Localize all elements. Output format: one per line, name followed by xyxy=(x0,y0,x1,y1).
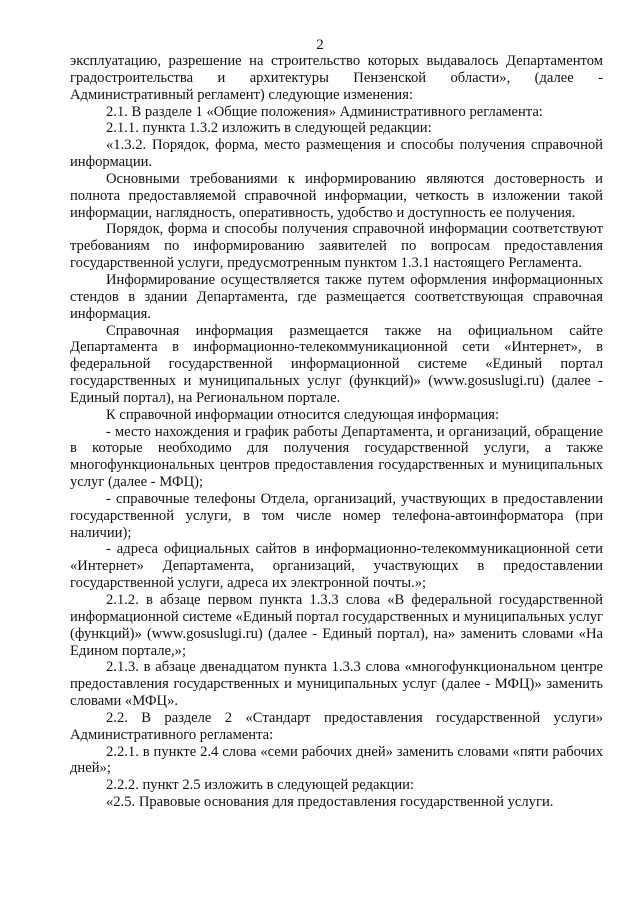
paragraph: «2.5. Правовые основания для предоставления государственной услуги. xyxy=(106,794,554,811)
page-number: 2 xyxy=(316,37,324,53)
paragraph: 2.1.3. в абзаце двенадцатом пункта 1.3.3 слова «многофункциональном центре предоставления государственных и муниципальных услуг (далее - МФЦ)» заменить словами «МФЦ». xyxy=(70,659,603,710)
paragraph: 2.1.2. в абзаце первом пункта 1.3.3 слова «В федеральной государственной информационной системе «Единый портал государственных и муниципальных услуг (функций)» (www.gosuslugi.ru) (далее - Единый портал), на» заменить словами «На Едином портале,»; xyxy=(70,592,603,659)
paragraph: - место нахождения и график работы Департамента, и организаций, обращение в которые необходимо для получения государственной услуги, а также многофункциональных центров предоставления государственных и муниципальных услуг (далее - МФЦ); xyxy=(70,423,603,491)
paragraph: эксплуатацию, разрешение на строительство которых выдавалось Департаментом градостроительства и архитектуры Пензенской области», (далее - Административный регламент) следующие изменения: xyxy=(70,53,603,103)
paragraph: Информирование осуществляется также путем оформления информационных стендов в здании Департамента, где размещается соответствующая справочная информация. xyxy=(70,271,603,322)
paragraph: 2.2.1. в пункте 2.4 слова «семи рабочих дней» заменить словами «пяти рабочих дней»; xyxy=(70,743,603,777)
paragraph: 2.2. В разделе 2 «Стандарт предоставления государственной услуги» Административного регламента: xyxy=(70,709,603,743)
paragraph: - адреса официальных сайтов в информационно-телекоммуникационной сети «Интернет» Департамента, организаций, участвующих в предоставлении государственной услуги, адреса их электронной почты.»; xyxy=(70,541,603,592)
paragraph: Справочная информация размещается также на официальном сайте Департамента в информационно-телекоммуникационной сети «Интернет», в федеральной государственной информационной системе «Единый портал государственных и муниципальных услуг (функций)» (www.gosuslugi.ru) (далее - Единый портал), на Региональном портале. xyxy=(70,322,603,406)
paragraph: 2.1. В разделе 1 «Общие положения» Административного регламента: xyxy=(106,103,543,120)
paragraph: Основными требованиями к информированию являются достоверность и полнота предоставляемой справочной информации, четкость в изложении такой информации, наглядность, оперативность, удобство и доступность ее получения. xyxy=(70,170,603,221)
paragraph: 2.1.1. пункта 1.3.2 изложить в следующей редакции: xyxy=(106,120,432,137)
document-body xyxy=(70,53,603,811)
paragraph: «1.3.2. Порядок, форма, место размещения и способы получения справочной информации. xyxy=(70,137,603,171)
paragraph: 2.2.2. пункт 2.5 изложить в следующей редакции: xyxy=(106,777,415,794)
paragraph: Порядок, форма и способы получения справочной информации соответствуют требованиям по информированию заявителей по вопросам предоставления государственной услуги, предусмотренным пунктом 1.3.1 настоящего Регламента. xyxy=(70,221,603,272)
paragraph: К справочной информации относится следующая информация: xyxy=(106,406,500,423)
paragraph: - справочные телефоны Отдела, организаций, участвующих в предоставлении государственной услуги, в том числе номер телефона-автоинформатора (при наличии); xyxy=(70,490,603,541)
